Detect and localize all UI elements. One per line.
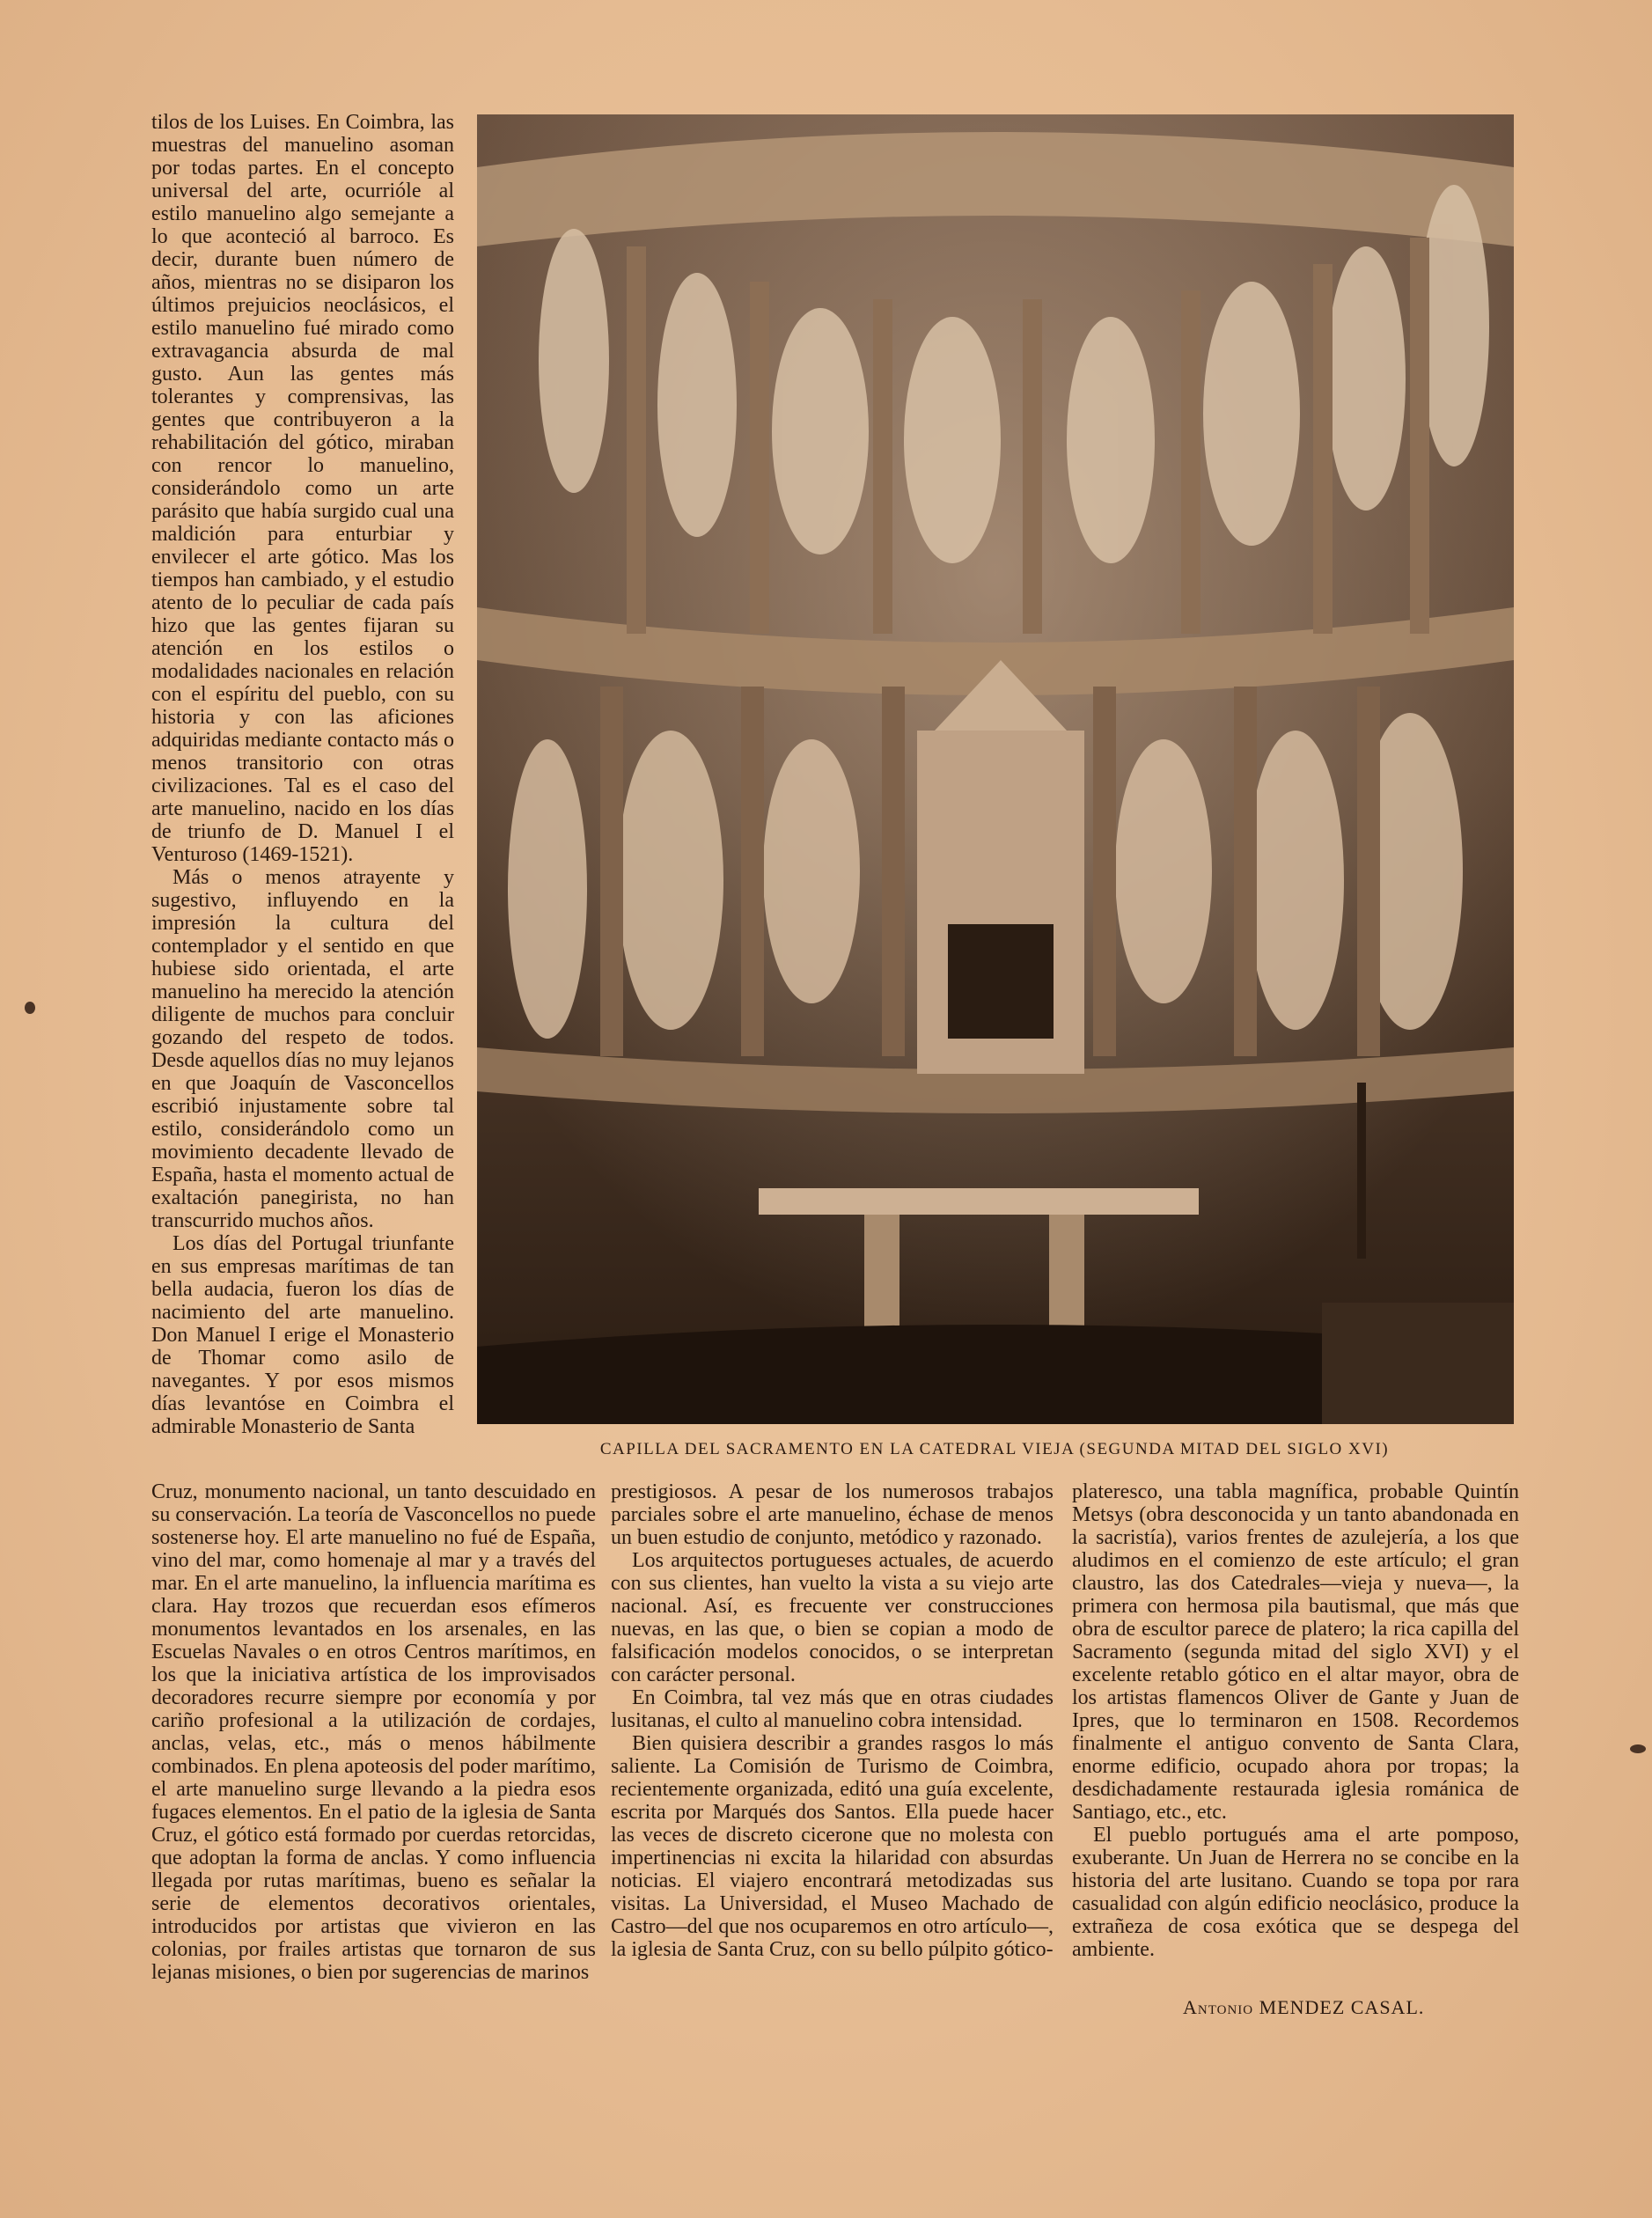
paragraph: prestigiosos. A pesar de los numerosos trabajos parciales sobre el arte manuelino, échase de menos un buen estudio de conjunto, metódico y razonado. xyxy=(611,1480,1054,1549)
paragraph: El pueblo portugués ama el arte pomposo, exuberante. Un Juan de Herrera no se concibe en la historia del arte lusitano. Cuando se topa por rara casualidad con algún edificio neoclásico, produce la extrañeza de cosa exótica que se despega del ambiente. xyxy=(1072,1824,1519,1961)
paragraph: Bien quisiera describir a grandes rasgos lo más saliente. La Comisión de Turismo de Coimbra, recientemente organizada, editó una guía excelente, escrita por Marqués dos Santos. Ella puede hacer las veces de discreto cicerone que no molesta con impertinencias ni excita la hilaridad con absurdas noticias. El viajero encontrará metodizadas sus visitas. La Universidad, el Museo Machado de Castro—del que nos ocuparemos en otro artículo—, la iglesia de Santa Cruz, con su bello púlpito gótico- xyxy=(611,1732,1054,1961)
photo-caption: CAPILLA DEL SACRAMENTO EN LA CATEDRAL VIEJA (SEGUNDA MITAD DEL SIGLO XVI) xyxy=(599,1440,1390,1458)
paragraph: tilos de los Luises. En Coimbra, las muestras del manuelino asoman por todas partes. En el concepto universal del arte, ocurrióle al estilo manuelino algo semejante a lo que aconteció al barroco. Es decir, durante buen número de años, mientras no se disiparon los últimos prejuicios neoclásicos, el estilo manuelino fué mirado como extravagancia absurda de mal gusto. Aun las gentes más tolerantes y comprensivas, las gentes que contribuyeron a la rehabilitación del gótico, miraban con rencor lo manuelino, considerándolo como un arte parásito que había surgido cual una maldición para enturbiar y envilecer el arte gótico. Mas los tiempos han cambiado, y el estudio atento de lo peculiar de cada país hizo que las gentes fijaran su atención en los estilos o modalidades nacionales en relación con el espíritu del pueblo, con su historia y con las aficiones adquiridas mediante contacto más o menos transitorio con otras civilizaciones. Tal es el caso del arte manuelino, nacido en los días de triunfo de D. Manuel I el Venturoso (1469-1521). xyxy=(151,111,454,866)
paragraph: plateresco, una tabla magnífica, probable Quintín Metsys (obra desconocida y un tanto abandonada en la sacristía), varios frentes de azulejería, a los que aludimos en el comienzo de este artículo; el gran claustro, las dos Catedrales—vieja y nueva—, la primera con hermosa pila bautismal, que más que obra de escultor parece de platero; la rica capilla del Sacramento (segunda mitad del siglo XVI) y el excelente retablo gótico en el altar mayor, obra de los artistas flamencos Oliver de Gante y Juan de Ipres, que lo terminaron en 1508. Recordemos finalmente el antiguo convento de Santa Clara, enorme edificio, ocupado ahora por tropas; la desdichadamente restaurada iglesia románica de Santiago, etc., etc. xyxy=(1072,1480,1519,1824)
paragraph: En Coimbra, tal vez más que en otras ciudades lusitanas, el culto al manuelino cobra intensidad. xyxy=(611,1686,1054,1732)
author-last-name: MENDEZ CASAL. xyxy=(1259,1996,1425,2018)
author-first-name: Antonio xyxy=(1183,1996,1254,2018)
paragraph: Los arquitectos portugueses actuales, de acuerdo con sus clientes, han vuelto la vista a su viejo arte nacional. Así, es frecuente ver construcciones nuevas, en las que, o bien se copian a modo de falsificación modelos conocidos, o se interpretan con carácter personal. xyxy=(611,1549,1054,1686)
article-column-2 xyxy=(611,1480,1054,1961)
article-column-1-top xyxy=(151,111,454,1438)
author-signature xyxy=(1183,1996,1424,2019)
paragraph: Más o menos atrayente y sugestivo, influyendo en la impresión la cultura del contemplador y el sentido en que hubiese sido orientada, el arte manuelino ha merecido la atención diligente de muchos para concluir gozando del respeto de todos. Desde aquellos días no muy lejanos en que Joaquín de Vasconcellos escribió injustamente sobre tal estilo, considerándolo como un movimiento decadente llevado de España, hasta el momento actual de exaltación panegirista, no han transcurrido muchos años. xyxy=(151,866,454,1232)
paper-mark xyxy=(25,1002,35,1014)
paper-mark xyxy=(1630,1744,1646,1753)
paragraph: Cruz, monumento nacional, un tanto descuidado en su conservación. La teoría de Vasconcellos no puede sostenerse hoy. El arte manuelino no fué de España, vino del mar, como homenaje al mar y a través del mar. En el arte manuelino, la influencia marítima es clara. Hay trozos que recuerdan esos efímeros monumentos levantados en los arsenales, en las Escuelas Navales o en otros Centros marítimos, en los que la iniciativa artística de los improvisados decoradores recurre siempre por economía y por cariño profesional a la utilización de cordajes, anclas, velas, etc., más o menos hábilmente combinados. En plena apoteosis del poder marítimo, el arte manuelino surge llevando a la piedra esos fugaces elementos. En el patio de la iglesia de Santa Cruz, el gótico está formado por cuerdas retorcidas, que adoptan la forma de anclas. Y como influencia llegada por rutas marítimas, bueno es señalar la serie de elementos decorativos orientales, introducidos por artistas que vivieron en las colonias, por frailes artistas que tornaron de sus lejanas misiones, o bien por sugerencias de marinos xyxy=(151,1480,596,1984)
article-column-1-bottom xyxy=(151,1480,596,1984)
paragraph: Los días del Portugal triunfante en sus empresas marítimas de tan bella audacia, fueron los días de nacimiento del arte manuelino. Don Manuel I erige el Monasterio de Thomar como asilo de navegantes. Y por esos mismos días levantóse en Coimbra el admirable Monasterio de Santa xyxy=(151,1232,454,1438)
chapel-photograph-drawing xyxy=(477,114,1514,1424)
article-column-3 xyxy=(1072,1480,1519,1961)
chapel-photograph xyxy=(477,114,1514,1424)
